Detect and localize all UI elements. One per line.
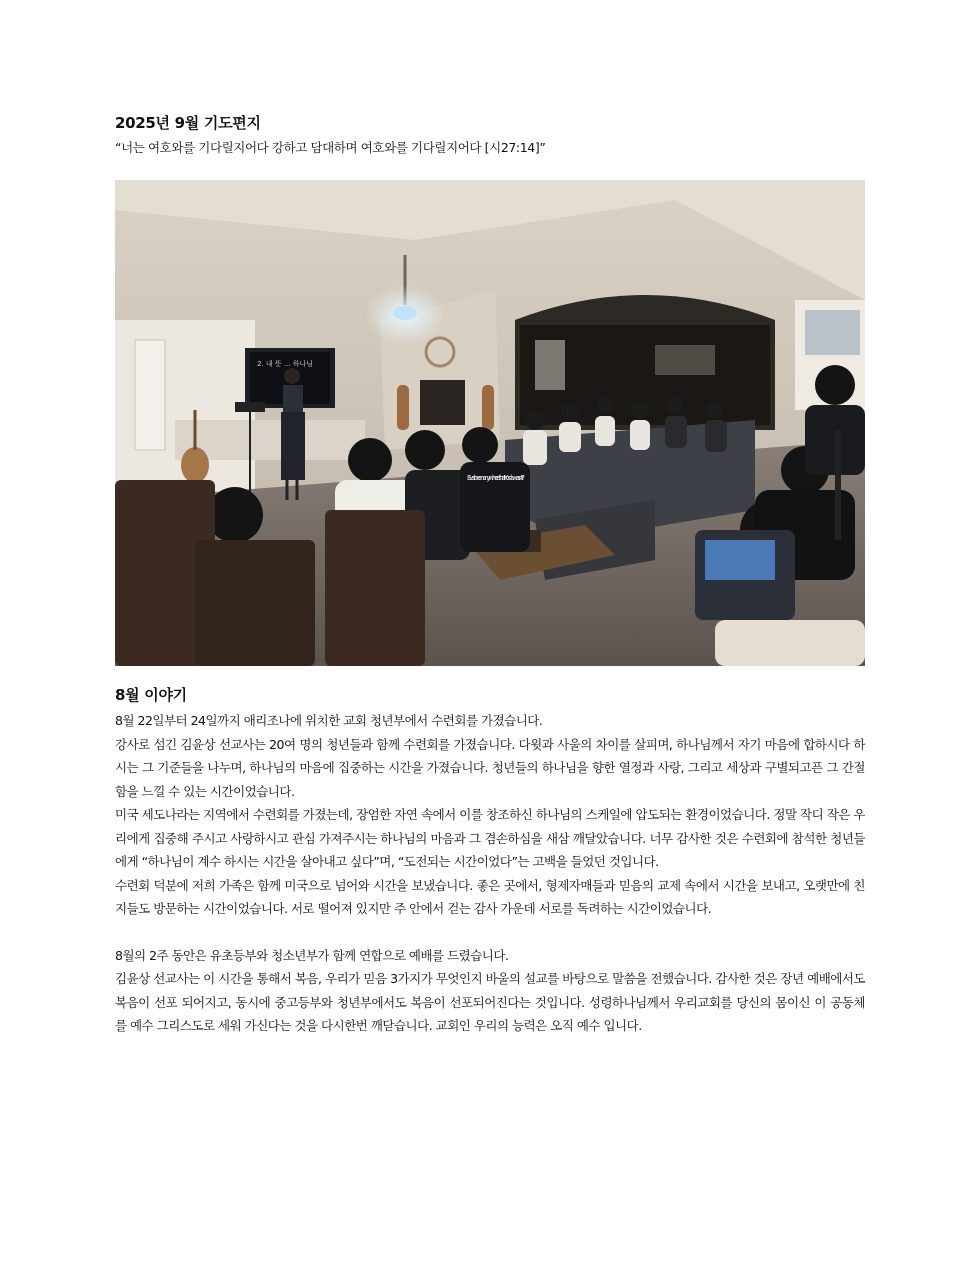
story-paragraph: 김윤상 선교사는 이 시간을 통해서 복음, 우리가 믿음 3가지가 무엇인지 바울의 설교를 바탕으로 말씀을 전했습니다. 감사한 것은 장년 예배에서도 복음이 선포 되어지고, 동시에 중고등부와 청년부에서도 복음이 선포되어진다는 것입니다. 성령하나님께서 우리교회를 당신의 몸이신 이 공동체를 예수 그리스도로 세워 가신다는 것을 다시한번 깨닫습니다. 교회인 우리의 능력은 오직 예수 입니다. [115, 971, 865, 1033]
letter-header [115, 112, 865, 156]
paragraph-spacer [115, 921, 865, 944]
section-heading: 8월 이야기 [115, 686, 187, 704]
retreat-photo-illustration [115, 180, 865, 666]
shirt-text: Ever been anywhere that Koda wasn't? [467, 474, 525, 482]
bible-verse: “너는 여호와를 기다릴지어다 강하고 담대하며 여호와를 기다릴지어다 [시27:14]” [115, 140, 546, 155]
story-paragraph: 8월의 2주 동안은 유초등부와 청소년부가 함께 연합으로 예배를 드렸습니다. [115, 947, 509, 963]
story-paragraph: 미국 세도나라는 지역에서 수련회를 가졌는데, 장엄한 자연 속에서 이를 창조하신 하나님의 스케일에 압도되는 환경이었습니다. 정말 작디 작은 우리에게 집중해 주시고 사랑하시고 관심 가져주시는 하나님의 마음과 그 겸손하심을 새삼 깨달았습니다. 너무 감사한 것은 수련회에 참석한 청년들에게 “하나님이 계수 하시는 시간을 살아내고 싶다”며, “도전되는 시간이었다”는 고백을 들었던 것입니다. [115, 807, 865, 869]
story-paragraph: 8월 22일부터 24일까지 애리조나에 위치한 교회 청년부에서 수련회를 가졌습니다. [115, 713, 543, 728]
august-story [115, 684, 865, 1038]
story-paragraph: 강사로 섬긴 김윤상 선교사는 20여 명의 청년들과 함께 수련회를 가졌습니다. 다윗과 사울의 차이를 살피며, 하나님께서 자기 마음에 합하시다 하시는 그 기준들을 나누며, 하나님의 마음에 집중하는 시간을 가졌습니다. 청년들의 하나님을 향한 열정과 사랑, 그리고 세상과 구별되고픈 그 간절함을 느낄 수 있는 시간이었습니다. [115, 736, 865, 799]
letter-title: 2025년 9월 기도편지 [115, 114, 261, 132]
retreat-photo [115, 180, 865, 666]
tv-screen-text: 2. 내 뜻 ... 하나님 [257, 360, 314, 368]
story-paragraph: 수련회 덕분에 저희 가족은 함께 미국으로 넘어와 시간을 보냈습니다. 좋은 곳에서, 형제자매들과 믿음의 교제 속에서 시간을 보내고, 오랫만에 친지들도 방문하는 시간이었습니다. 서로 떨어져 있지만 주 안에서 걷는 감사 가운데 서로를 독려하는 시간이었습니다. [115, 877, 865, 916]
